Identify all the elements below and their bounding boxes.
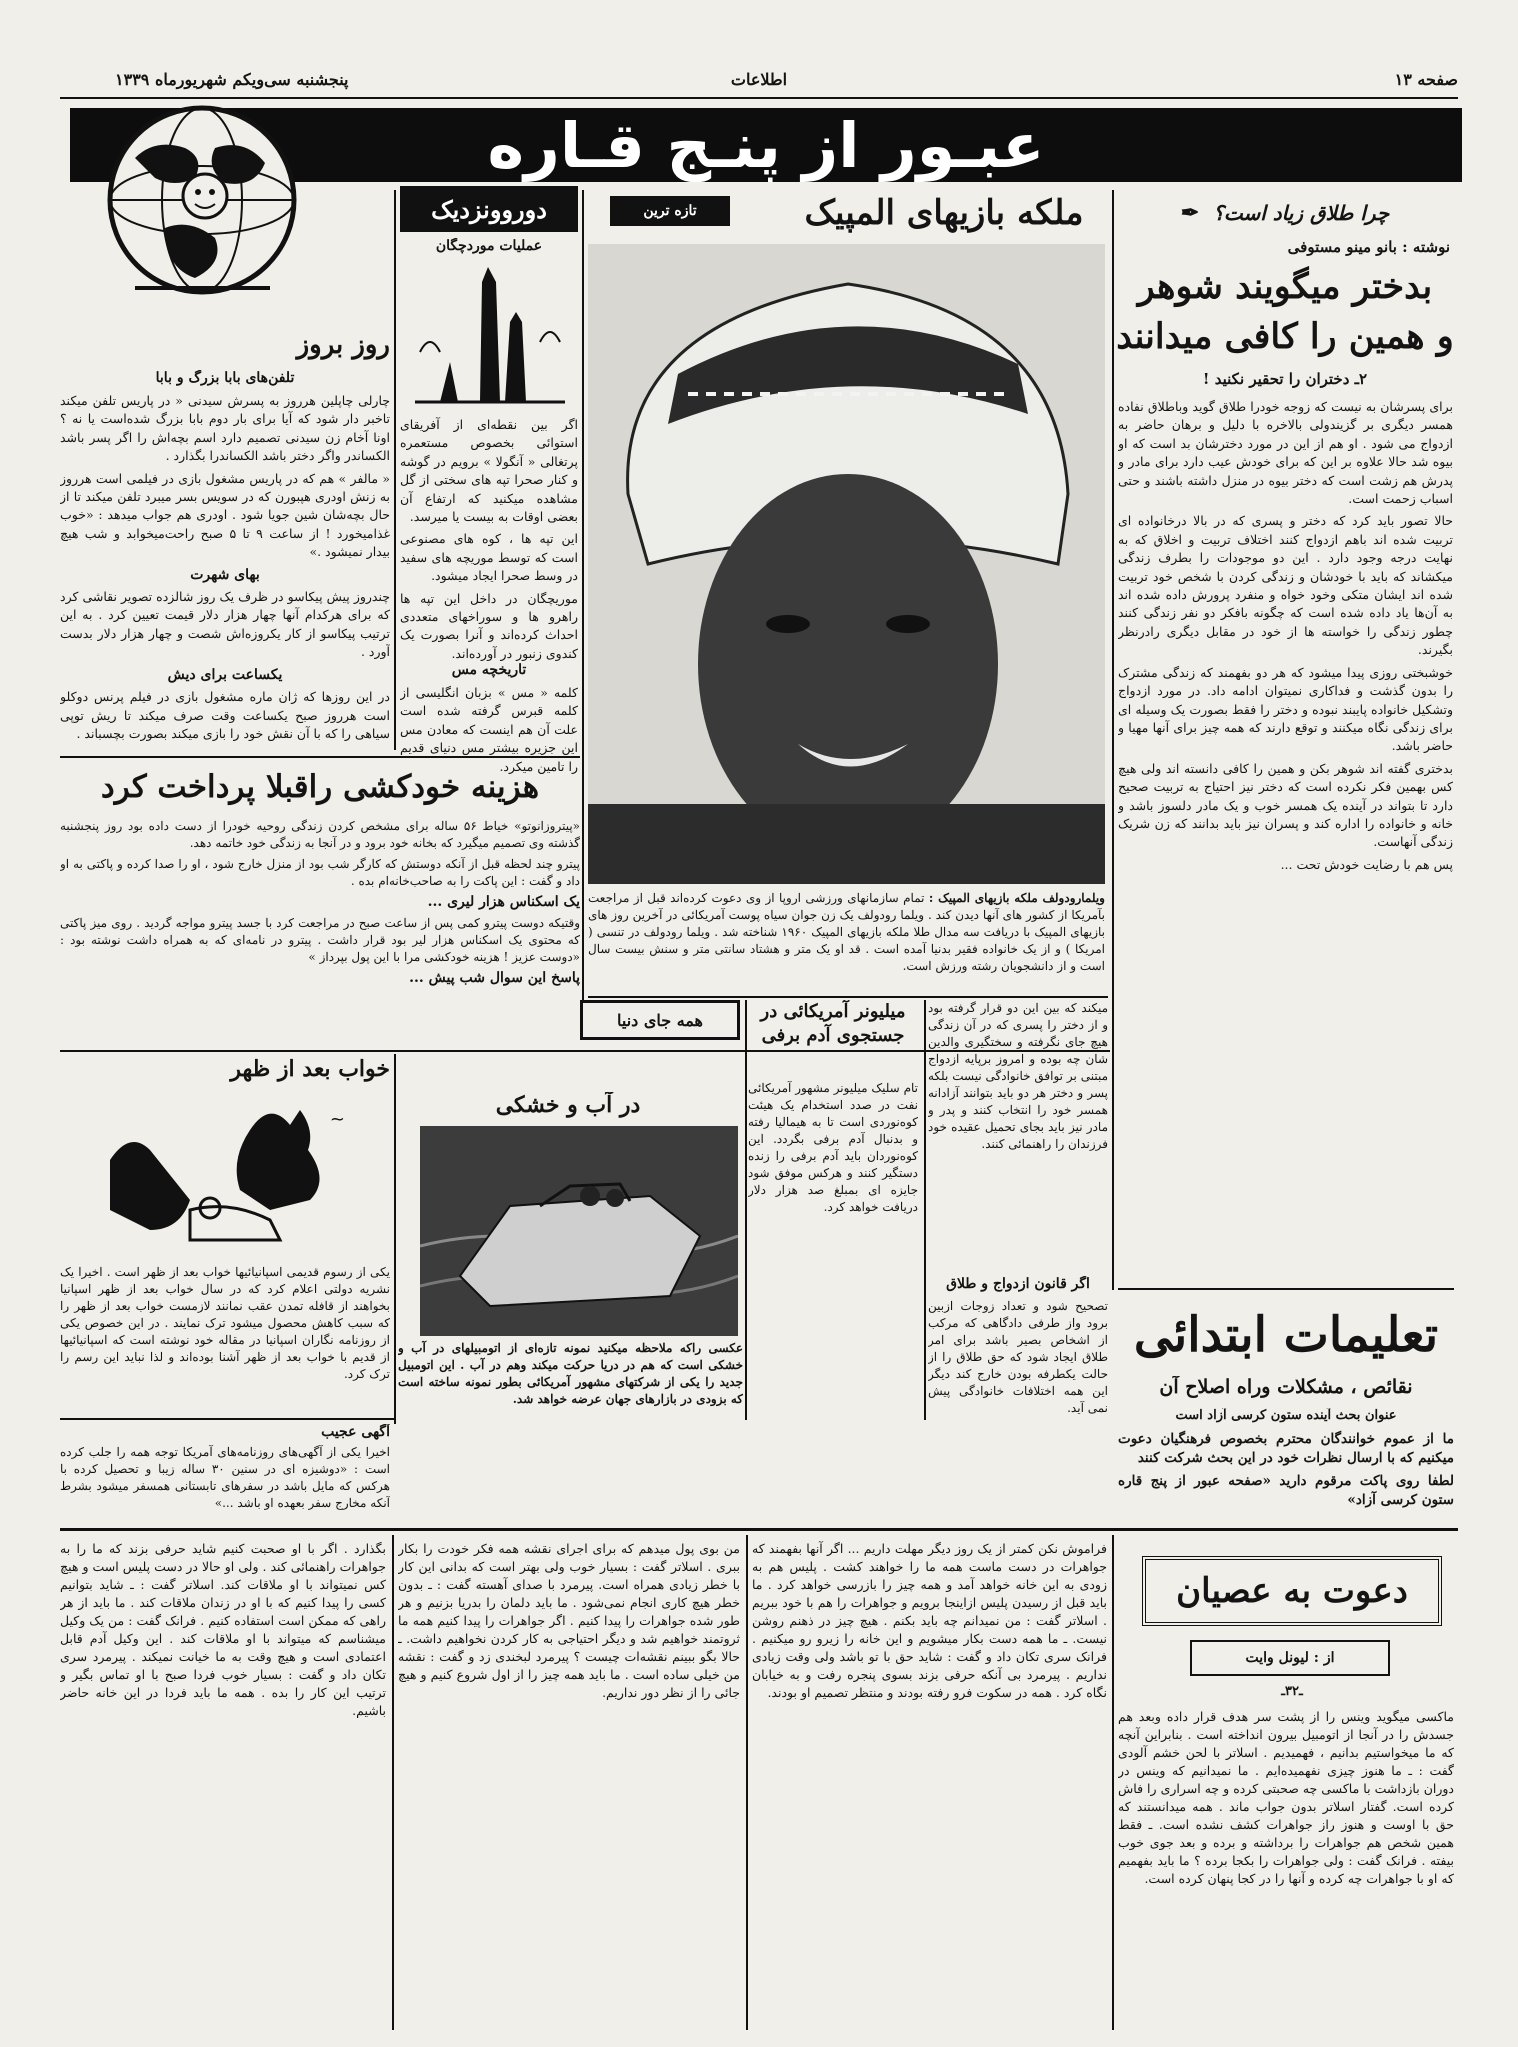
col-rule-right bbox=[1112, 190, 1114, 1290]
col-rule-left bbox=[394, 190, 396, 750]
suicide-bold-line: یک اسکناس هزار لیری ... bbox=[427, 894, 580, 910]
col-rule-mid3 bbox=[924, 1000, 926, 1420]
day-by-day-heading: تلفن‌های بابا بزرگ و بابا bbox=[155, 370, 295, 386]
law-body: میکند که بین این دو قرار گرفته بود و از دختر را پسری که در آن زندگی هیچ جای نگرفته و سختگیری والدین شان چه بوده و امروز برپایه ازدواج مبتنی بر توافق خانوادگی نیست بلکه پسر و دختر هر دو باید بتوانند آزادانه همسر خود را انتخاب کنند و پدر و مادر نیز باید بجای تحمیل عقیده خود فرزندان را راهنمائی کنند. bbox=[928, 1001, 1108, 1151]
near-far-title: دوروونزدیک bbox=[431, 194, 547, 224]
globe-logo bbox=[95, 88, 310, 318]
serial-rule-2 bbox=[746, 1535, 748, 2030]
water-caption: عکسی راکه ملاحظه میکنید نمونه تازه‌ای از اتومبیلهای در آب و خشکی است که هم در دریا حرکت میکند وهم در آب . این اتومبیل جدید را یکی از شرکتهای مشهور آمریکائی بطور نمونه ساخته است که بزودی در بازارهای جهان عرضه خواهد شد. bbox=[398, 1341, 743, 1406]
olympics-caption-text: تمام سازمانهای ورزشی اروپا از وی دعوت کرده‌اند قبل از مراجعت بآمریکا از کشور های آنها دیدن کند . ویلما رودولف یک زن جوان سیاه پوست آمریکائی در آخرین روز های بازیهای المپیک با دریافت سه مدال طلا ملکه بازیهای المپیک ۱۹۶۰ شناخته شد . ویلما رودولف در تنسی ( امریکا ) و از یک خانواده فقیر بدنیا آمده است . قد او یک متر و هشتاد سانتی متر و سنش بیست سال است و از دانشجویان رشته ورزش است. bbox=[588, 891, 1105, 973]
serial-rule-1 bbox=[1112, 1535, 1114, 2030]
copper-body bbox=[400, 684, 578, 774]
divorce-body bbox=[1118, 398, 1453, 1278]
olympics-caption-title: ویلمارودولف ملکه بازیهای المپیک : bbox=[928, 891, 1105, 905]
near-far-box bbox=[400, 186, 578, 232]
divorce-paragraph: برای پسرشان به نیست که زوجه خودرا طلاق گوید وباطلاق نفاده همسر دیگری بر گزیندولی بالاخره با دلیل و برهان حاضر به ازدواج می شود . او هم از این در مورد دخترشان بد است که او بیوه شد حالا علاوه بر این که برای خودش عیب دارد برای مادر و پدرش هم زشت است که دختر بیوه در منزل داشته باشند و حتی اسباب زحمت است. bbox=[1118, 399, 1453, 507]
termite-mound-icon bbox=[410, 262, 570, 412]
millionaire-body: تام سلیک میلیونر مشهور آمریکائی نفت در صدد استخدام یک هیئت کوه‌نوردی است تا به هیمالیا رفته و بدنبال آدم برفی بگردد. این کوه‌نوردان باید آدم برفی را زنده دستگیر کنند و هرکس موفق شود جایزه ای بمبلغ صد هزار دلار دریافت خواهد کرد. bbox=[748, 1081, 918, 1214]
day-by-day-paragraph: در این روزها که ژان ماره مشغول بازی در فیلم پرنس دوکلو است هرروز صبح یکساعت وقت صرف میکند تا ریش توپی سیاهی را که با آن نقش خود را بازی میکند بصورت بچسباند . bbox=[60, 689, 390, 741]
primary-ed-line1: عنوان بحث آینده ستون کرسی آزاد است bbox=[1175, 1408, 1397, 1423]
day-by-day-paragraph: چندروز پیش پیکاسو در ظرف یک روز شالزده تصویر نقاشی کرد که برای هرکدام آنها چهار هزار دلار قیمت تعیین کرد . به این ترتیب پیکاسو از کار یکروزه‌اش شصت و چهار هزار دلار بدست آورد . bbox=[60, 589, 390, 660]
divorce-author: نوشته : بانو مینو مستوفی bbox=[1287, 238, 1450, 256]
globe-icon bbox=[95, 88, 310, 318]
law-body-2: تصحیح شود و تعداد زوجات ازبین برود واز طرفی دادگاهی که مرکب از اشخاص بصیر باشد برای امر طلاق ایجاد شود که حق طلاق را از حالت یکطرفه بودن خارج کند دیگر این همه اختلافات خانوادگی پیش نمی آید. bbox=[928, 1299, 1108, 1415]
olympics-rule bbox=[588, 996, 1108, 998]
day-by-day-paragraph: چارلی چاپلین هرروز به پسرش سیدنی « در پاریس تلفن میکند تاخبر دار شود که آیا برای بار دوم بابا بزرگ شده‌است یا نه ؟ اونا آخام زن سیدنی تصمیم دارد اسم بچه‌اش را اگر پسر باشد الکساندر واگر دختر باشد الکساندرا بگذارد . bbox=[60, 393, 390, 464]
near-far-paragraph: موریچگان در داخل این تپه ها راهرو ها و سوراخهای متعددی احداث کرده‌اند و آنرا بصورت یک کندوی زنبور در آورده‌اند. bbox=[400, 590, 578, 661]
header-paper-name: اطلاعات bbox=[730, 70, 788, 89]
divorce-paragraph: پس هم با رضایت خودش تحت ... bbox=[1280, 856, 1453, 872]
serial-top-rule bbox=[60, 1528, 1458, 1531]
header-date: پنجشنبه سی‌ویکم شهریورماه ۱۳۳۹ bbox=[115, 70, 349, 89]
law-subheading: اگر قانون ازدواج و طلاق bbox=[946, 1276, 1090, 1292]
gun-icon: ✒ bbox=[1180, 200, 1200, 226]
serial-title-box bbox=[1142, 1556, 1442, 1626]
suicide-bold-line-2: پاسخ این سوال شب پیش ... bbox=[409, 970, 580, 986]
col-rule-center bbox=[582, 190, 584, 1000]
divorce-headline-2: و همین را کافی میدانند bbox=[1116, 316, 1454, 357]
serial-author: از : لیونل وایت bbox=[1245, 1650, 1335, 1666]
everywhere-box bbox=[580, 1000, 740, 1040]
banner-title: عبـور از پنـج قـاره bbox=[487, 108, 1045, 182]
serial-col-3: من بوی پول میدهم که برای اجرای نقشه همه فکر خودت را بکار ببری . اسلاتر گفت : بسیار خوب ولی بهتر است که بدانی این کار با خطر زیادی همراه است. پیرمرد با صدای آهسته گفت : ـ بدون خطر هیچ کاری انجام نمی‌شود . ما باید دلمان را بدریا بزنیم و هر طور شده جواهرات را پیدا کنیم . اگر جواهرات را پیدا کنیم همه ما ثروتمند خواهیم شد و دیگر احتیاجی به کار کردن نخواهیم داشت. ـ حالا بگو ببینم نقشه‌ات چیست ؟ پیرمرد لبخندی زد و گفت : نقشه من خیلی ساده است . ما باید همه چیز را از اول شروع کنیم و هیچ جائی را از نظر دور نداریم. bbox=[398, 1541, 740, 1700]
beard-heading: یکساعت برای دیش bbox=[167, 666, 283, 683]
primary-ed-line2: ما از عموم خوانندگان محترم بخصوص فرهنگیان دعوت میکنیم که با ارسال نظرات خود در این بحث شرکت کنند bbox=[1118, 1431, 1454, 1466]
fame-heading: بهای شهرت bbox=[190, 566, 260, 583]
serial-col-2: فراموش نکن کمتر از یک روز دیگر مهلت داریم ... اگر آنها بفهمند که جواهرات در دست ماست همه ما را خواهند کشت . پلیس هم به زودی به این خانه خواهد آمد و همه چیز را بازرسی خواهد کرد . ما باید قبل از رسیدن پلیس ازاینجا برویم و جواهرات را هم با خود ببریم . اسلاتر گفت : من نمیدانم چه باید بکنم . هیچ چیز در ذهنم روشن نیست. ـ ما همه دست بکار میشویم و این خانه را زیرو رو میکنیم . فرانک سری تکان داد و گفت : شاید حق با تو باشد ولی وقت زیادی نداریم . پیرمرد بی آنکه حرفی بزند بسوی پنجره رفت و به خیابان نگاه کرد . همه در سکوت فرو رفته بودند و منتظر تصمیم او بودند. bbox=[752, 1541, 1107, 1700]
everywhere-title: همه جای دنیا bbox=[617, 1010, 703, 1030]
amphibious-car-photo bbox=[420, 1126, 738, 1336]
primary-ed-title: تعلیمات ابتدائی bbox=[1133, 1307, 1439, 1363]
bull-cartoon-icon bbox=[70, 1090, 390, 1260]
suicide-paragraph: وقتیکه دوست پیترو کمی پس از ساعت صبح در مراجعت کرد با جسد پیترو مواجه گردید . روی میز پاکتی که محتوی یک اسکناس هزار لیر بود قرار داشت . پیترو در نامه‌ای که به همراه داشت نوشته بود : «دوست عزیز ! هزینه خودکشی مرا با این پول بپرداز » bbox=[60, 916, 580, 964]
sleep-end-rule bbox=[60, 1418, 394, 1420]
divorce-end-rule bbox=[1118, 1288, 1454, 1290]
primary-ed-subtitle: نقائص ، مشکلات وراه اصلاح آن bbox=[1159, 1376, 1413, 1398]
divorce-series-title: چرا طلاق زیاد است؟ bbox=[1213, 201, 1390, 225]
serial-col-1: ماکسی میگوید وینس را از پشت سر هدف قرار داده وبعد هم جسدش را در آنجا از اتومبیل بیرون انداخته است . بنابراین آنچه که ما میخواستیم بدانیم ، فهمیدیم . اسلاتر با لحن خشم آلودی گفت : ـ ما هنوز چیزی نفهمیده‌ایم . ما نمیدانیم که وینس در دوران بازداشت با ماکسی چه صحبتی کرده و چه اسراری را فاش کرده است. گفتار اسلاتر بدون جواب ماند . همه میدانستند که حق با اوست و هنوز راز جواهرات کشف نشده است. ـ فقط همین شخص هم جواهرات را برداشته و برده و بعد جوی خوب بیفته . فرانک گفت : ولی جواهرات را بکجا برده ؟ ما باید بفهمیم که او با جواهرات چه کرده و آنها را در کجا پنهان کرده است. bbox=[1118, 1709, 1454, 1886]
day-by-day-end-rule bbox=[60, 756, 580, 758]
day-by-day-paragraph: « مالفر » هم که در پاریس مشغول بازی در فیلمی است هرروز به زنش اودری هپبورن که در سویس بسر میبرد تلفن میکند تا از حال بچه‌شان شین جویا شود . اودری هم جواب میدهد : «خوب غذامیخورد ! از ساعت ۹ تا ۵ صبح راحت‌میخوابد و شب هیچ بیدار نمیشود .» bbox=[60, 470, 390, 560]
sleep-title: خواب بعد از ظهر bbox=[230, 1056, 390, 1082]
suicide-paragraph: پیترو چند لحظه قبل از آنکه دوستش که کارگر شب بود از منزل خارج شود ، او را صدا کرده و پاکتی به او داد و گفت : این پاکت را به صاحب‌خانه‌ام بده . bbox=[60, 857, 580, 888]
day-by-day-body bbox=[60, 392, 390, 752]
near-far-paragraph: اگر بین نقطه‌ای از آفریقای استوائی بخصوص مستعمره پرتغالی « آنگولا » برویم در گوشه و کنار صحرا تپه های سختی از گل مشاهده میکنید که ارتفاع آن بعضی اوقات به بیست یا میرسد. bbox=[400, 417, 578, 525]
col-rule-mid1 bbox=[394, 1054, 396, 1424]
suicide-paragraph: «پیتروزانوتو» خیاط ۵۶ ساله برای مشخص کردن زندگی روحیه خودرا از دست داده بود روز پنجشنبه گذشته وی تصمیم میگیرد که بخانه خود برود و در آنجا به زندگی خود خاتمه دهد. bbox=[60, 819, 580, 850]
header-page-number: صفحه ۱۳ bbox=[1394, 70, 1458, 89]
ad-title: آگهی عجیب bbox=[321, 1424, 390, 1440]
divorce-headline-1: بدختر میگویند شوهر bbox=[1137, 266, 1433, 307]
serial-author-box bbox=[1190, 1640, 1390, 1676]
day-by-day-title: روز بروز bbox=[296, 330, 390, 360]
divorce-subheading: ۲ـ دختران را تحقیر نکنید ! bbox=[1202, 370, 1368, 388]
olympics-tag-label: تازه ترین bbox=[643, 203, 697, 219]
col-rule-mid2 bbox=[745, 1000, 747, 1420]
suicide-body bbox=[60, 818, 580, 1048]
divorce-paragraph: حالا تصور باید کرد که دختر و پسری که در بالا درخانواده ای تربیت شده اند باهم ازدواج کنند اختلاف تربیت و اخلاق که به نهایت درجه وجود دارد . این دو موجودات را بطرف زندگی میکشاند که باید با خودشان و زندگی کردن با شخص خود تربیت شده اند ایشان متکی وخود خواه و منفرد پرورش داده شده اند به آن‌ها یاد داده شده است که چگونه بافکر دو نفر زندگی کنند چطور زندگی را خواسته ها از خود در مقابل دیگری رادرنظر بگیرند. bbox=[1118, 513, 1453, 658]
water-title: در آب و خشکی bbox=[495, 1092, 641, 1118]
olympics-title: ملکه بازیهای المپیک bbox=[804, 193, 1084, 233]
divorce-paragraph: خوشبختی روزی پیدا میشود که هر دو بفهمند که زندگی مشترک را بدون گذشت و فداکاری نمیتوان ادامه داد. در مورد ازدواج وتشکیل خانواده پایبند نبوده و دختر را فقط بصورت یک وسیله ای برای زندگی نگاه میکنند و توقع دارند که همه چیز برای آنها مهیا و حاضر باشد. bbox=[1118, 664, 1453, 754]
suicide-headline: هزینه خودکشی راقبلا پرداخت کرد bbox=[100, 769, 540, 805]
olympics-photo bbox=[588, 244, 1105, 884]
termite-mound-illustration bbox=[410, 262, 570, 412]
millionaire-title: میلیونر آمریکائی در جستجوی آدم برفی bbox=[760, 1001, 906, 1046]
sleep-body: یکی از رسوم قدیمی اسپانیائیها خواب بعد از ظهر است . اخیرا یک نشریه دولتی اعلام کرد که در سال خواب بعد از ظهر اسپانیا بخواهند از قافله تمدن عقب نمانند لازمست خواب بعد از ظهر را که سبب کاهش محصول میشود ترک نمایند . در این خصوص یکی از روزنامه نگاران اسپانیا در مقاله خود نوشته است که اسپانیائیها از قدیم با خواب بعد از ظهر آشنا بوده‌اند و لذا نباید این رسم را ترک کرد. bbox=[60, 1265, 390, 1381]
copper-heading: تاریخچه مس bbox=[400, 662, 578, 684]
near-far-paragraph: این تپه ها ، کوه های مصنوعی است که توسط موریچه های سفید در وسط صحرا ایجاد میشود. bbox=[400, 531, 578, 584]
olympics-caption bbox=[588, 890, 1105, 990]
serial-col-4: بگذارد . اگر با او صحبت کنیم شاید حرفی بزند که ما را به جواهرات راهنمائی کند . ولی او حالا در دست پلیس است و هیچ کس نمیتواند با او ملاقات کند. اسلاتر گفت : ـ شاید بتوانیم کسی را پیدا کنیم که با او در زندان ملاقات کند . ما باید از هر راهی که ممکن است استفاده کنیم . فرانک گفت : من یک وکیل میشناسم که میتواند با او ملاقات کند . این وکیل آدم قابل اعتمادی است و هیچ وقت به ما خیانت نمیکند . پیرمرد سری تکان داد و گفت : بسیار خوب فردا صبح با او تماس بگیر و ترتیب این کار را بده . همه ما باید فردا در این خانه حاضر باشیم. bbox=[60, 1541, 386, 1718]
divorce-series-box bbox=[1118, 192, 1452, 234]
copper-paragraph: کلمه « مس » بزبان انگلیسی از کلمه قبرس گرفته شده است علت آن هم اینست که معادن مس این جزیره بیشتر مس دنیای قدیم را تامین میکرد. bbox=[400, 685, 578, 774]
serial-title: دعوت به عصیان bbox=[1176, 1571, 1408, 1611]
primary-ed-line3: لطفا روی پاکت مرقوم دارید «صفحه عبور از پنج قاره ستون کرسی آزاد» bbox=[1118, 1473, 1454, 1508]
serial-episode: ـ۳۲ـ bbox=[1281, 1684, 1303, 1699]
serial-rule-3 bbox=[392, 1535, 394, 2030]
svg-text:~: ~ bbox=[329, 1109, 345, 1130]
near-far-subtitle: عملیات موردچگان bbox=[435, 238, 543, 254]
amphibious-car-image bbox=[420, 1126, 738, 1336]
divorce-paragraph: بدختری گفته اند شوهر بکن و همین را کافی دانسته اند ولی هیچ کس بهمین فکر نکرده است که دختر نیز احتیاج به تربیت صحیح دارد تا بتواند در آینده یک همسر خوب و یک مادر دلسوز باشد و خانه و خانواده را اداره کند و پسران نیز باید بدانند که زن شریک زندگی آنهاست. bbox=[1118, 760, 1453, 850]
olympics-tag bbox=[610, 196, 730, 226]
athlete-portrait-image bbox=[588, 244, 1105, 884]
bull-cartoon bbox=[70, 1090, 390, 1260]
ad-body: اخیرا یکی از آگهی‌های روزنامه‌های آمریکا توجه همه را جلب کرده است : «دوشیزه ای در سنین ۳۰ ساله زیبا و تحصیل کرده با هرکس که مایل باشد در سفرهای تابستانی همسفر میشود بشرط آنکه مخارج سفر بعهده او باشد ...» bbox=[60, 1445, 390, 1510]
